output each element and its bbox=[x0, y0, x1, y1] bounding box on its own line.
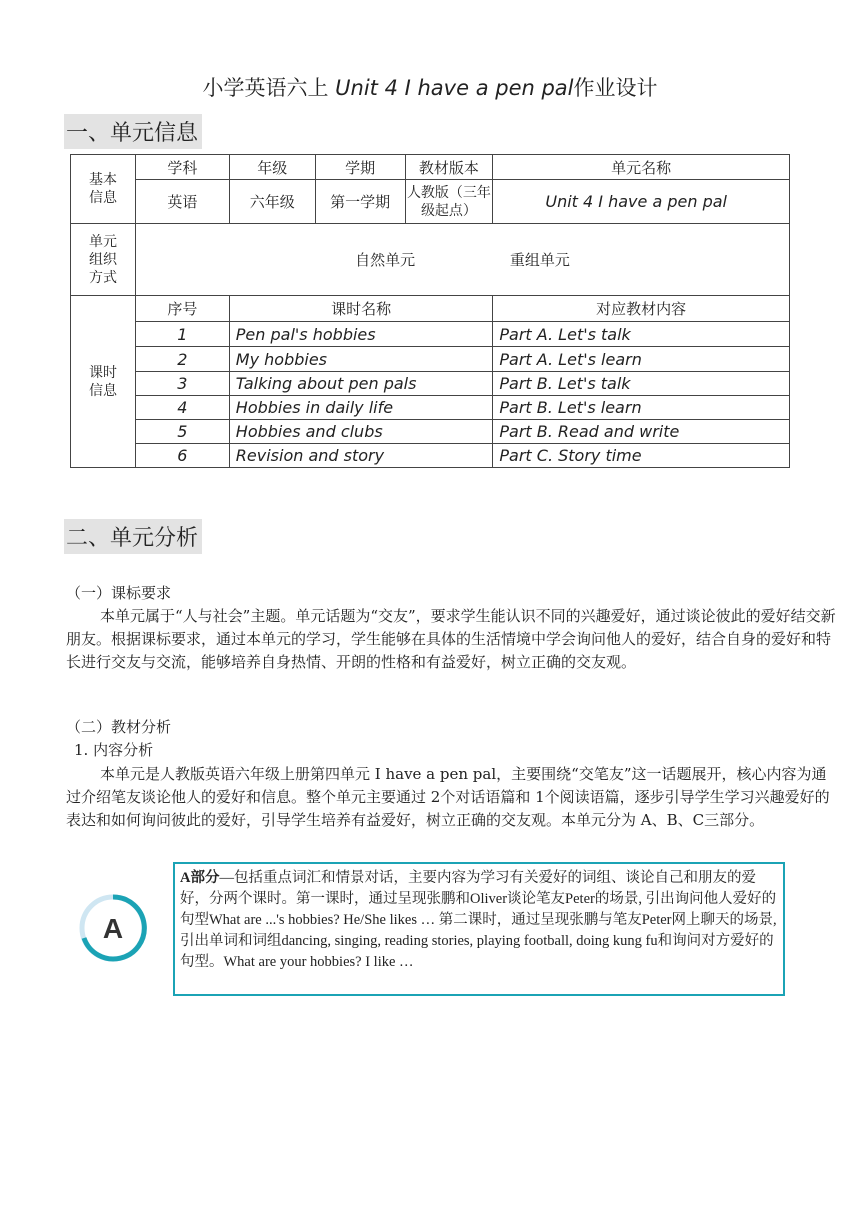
part-a-text: A部分—包括重点词汇和情景对话，主要内容为学习有关爱好的词组、谈论自己和朋友的爱好，分两个课时。第一课时，通过呈现张鹏和Oliver谈论笔友Peter的场景, 引出询问他人爱好的句型What are ...'s hobbies? He/She likes … 第二课时，通过呈现张鹏与笔友Peter网上聊天的场景, 引出单词和词组dancing, singing, reading stories, playing football, doing kung fu和询问对方爱好的句型。What are your hobbies? I like … bbox=[180, 870, 777, 970]
section-heading-unit-analysis: 二、单元分析 bbox=[64, 519, 202, 554]
paragraph-curriculum: 本单元属于“人与社会”主题。单元话题为“交友”，要求学生能认识不同的兴趣爱好，通过谈论彼此的爱好结交新朋友。根据课标要求，通过本单元的学习，学生能够在具体的生活情境中学会询问他人的爱好，结合自身的爱好和特长进行交友与交流，能够培养自身热情、开朗的性格和有益爱好，树立正确的交友观。 bbox=[66, 607, 836, 671]
subheading-curriculum: （一）课标要求 bbox=[66, 584, 172, 602]
part-a-circle-icon bbox=[78, 893, 148, 963]
lesson-header-no: 序号 bbox=[135, 296, 229, 322]
value-unit-name: Unit 4 I have a pen pal bbox=[493, 180, 790, 224]
value-subject: 英语 bbox=[135, 180, 229, 224]
lesson-header-content: 对应教材内容 bbox=[493, 296, 790, 322]
paragraph-content-analysis: 本单元是人教版英语六年级上册第四单元 I have a pen pal，主要围绕“交笔友”这一话题展开，核心内容为通过介绍笔友谈论他人的爱好和信息。整个单元主要通过 2个对话语篇和 1个阅读语篇，逐步引导学生学习兴趣爱好的表达和如何询问彼此的爱好，引导学生培养有益爱好，树立正确的交友观。本单元分为 A、B、C三部分。 bbox=[66, 765, 830, 829]
lesson-no: 5 bbox=[135, 420, 229, 444]
org-regroup: 重组单元 bbox=[509, 251, 570, 269]
value-grade: 六年级 bbox=[229, 180, 315, 224]
subheading-textbook: （二）教材分析 bbox=[66, 718, 172, 736]
header-grade: 年级 bbox=[229, 155, 315, 180]
value-edition: 人教版（三年级起点） bbox=[405, 180, 493, 224]
basic-info-label: 基本信息 bbox=[71, 155, 136, 224]
lesson-name: Hobbies and clubs bbox=[229, 420, 493, 444]
lesson-content: Part B. Let's learn bbox=[493, 396, 790, 420]
lesson-content: Part C. Story time bbox=[493, 444, 790, 468]
lesson-content: Part B. Let's talk bbox=[493, 372, 790, 396]
lesson-name: Talking about pen pals bbox=[229, 372, 493, 396]
lesson-name: My hobbies bbox=[229, 347, 493, 372]
lesson-content: Part B. Read and write bbox=[493, 420, 790, 444]
lesson-no: 3 bbox=[135, 372, 229, 396]
org-natural: 自然单元 bbox=[355, 251, 416, 269]
lesson-info-label: 课时信息 bbox=[71, 296, 136, 468]
org-label: 单元组织方式 bbox=[71, 224, 136, 296]
lesson-content: Part A. Let's learn bbox=[493, 347, 790, 372]
lesson-name: Hobbies in daily life bbox=[229, 396, 493, 420]
header-edition: 教材版本 bbox=[405, 155, 493, 180]
svg-text:A: A bbox=[102, 913, 124, 944]
header-term: 学期 bbox=[315, 155, 405, 180]
lesson-content: Part A. Let's talk bbox=[493, 322, 790, 347]
lesson-no: 2 bbox=[135, 347, 229, 372]
lesson-name: Revision and story bbox=[229, 444, 493, 468]
header-subject: 学科 bbox=[135, 155, 229, 180]
lesson-no: 4 bbox=[135, 396, 229, 420]
page-title: 小学英语六上 Unit 4 I have a pen pal作业设计 bbox=[202, 76, 658, 100]
org-options bbox=[135, 224, 789, 296]
lesson-header-name: 课时名称 bbox=[229, 296, 493, 322]
value-term: 第一学期 bbox=[315, 180, 405, 224]
lesson-no: 1 bbox=[135, 322, 229, 347]
subheading-content-analysis: 1. 内容分析 bbox=[74, 741, 154, 759]
unit-info-table bbox=[70, 154, 790, 468]
lesson-no: 6 bbox=[135, 444, 229, 468]
lesson-name: Pen pal's hobbies bbox=[229, 322, 493, 347]
section-heading-unit-info: 一、单元信息 bbox=[64, 114, 202, 149]
header-unit-name: 单元名称 bbox=[493, 155, 790, 180]
